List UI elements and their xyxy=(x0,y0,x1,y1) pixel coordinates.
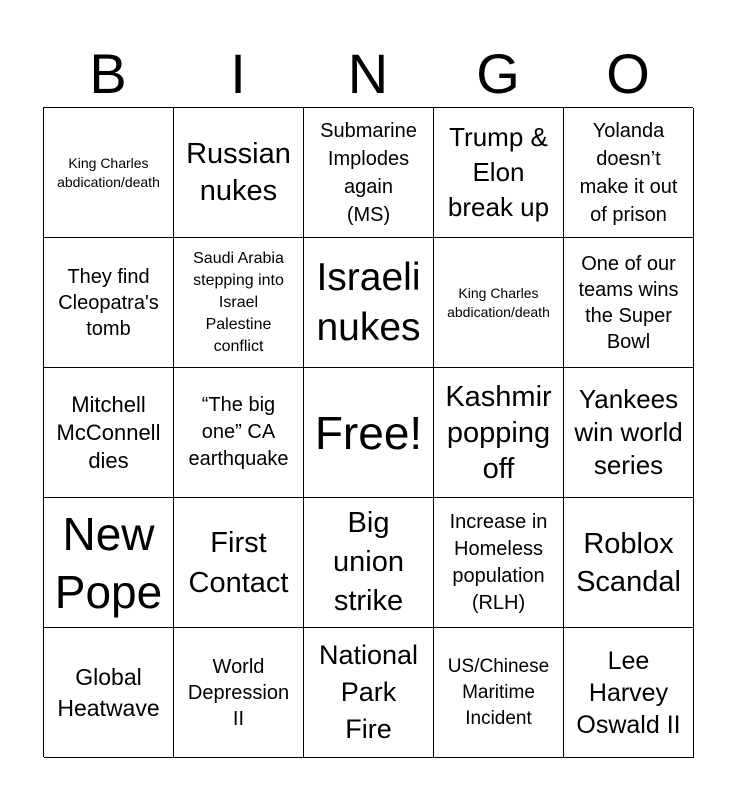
bingo-cell[interactable] xyxy=(304,108,434,238)
bingo-cell[interactable] xyxy=(174,368,304,498)
bingo-cell[interactable] xyxy=(304,628,434,758)
header-letter-i: I xyxy=(230,42,246,105)
bingo-cell[interactable] xyxy=(304,498,434,628)
bingo-cell[interactable] xyxy=(174,628,304,758)
cell-text: World Depression II xyxy=(187,655,290,730)
bingo-cell[interactable] xyxy=(434,368,564,498)
bingo-cell[interactable] xyxy=(44,628,174,758)
bingo-cell[interactable] xyxy=(564,238,694,368)
bingo-cell[interactable] xyxy=(174,238,304,368)
cell-text: Submarine Implodes again (MS) xyxy=(320,119,417,226)
cell-text: Global Heatwave xyxy=(57,663,160,721)
header-letter-o: O xyxy=(606,42,650,105)
cell-text: New Pope xyxy=(54,507,163,618)
bingo-cell[interactable] xyxy=(564,368,694,498)
cell-text: One of our teams wins the Super Bowl xyxy=(578,252,679,353)
cell-text: They find Cleopatra's tomb xyxy=(58,265,159,340)
bingo-cell[interactable] xyxy=(44,238,174,368)
cell-text: Israeli nukes xyxy=(316,255,421,349)
bingo-cell[interactable] xyxy=(564,108,694,238)
bingo-cell[interactable] xyxy=(434,498,564,628)
cell-text: King Charles abdication/death xyxy=(447,284,550,320)
cell-text: Mitchell McConnell dies xyxy=(56,391,161,473)
cell-text: Big union strike xyxy=(333,507,404,617)
header-letter-g: G xyxy=(476,42,520,105)
cell-text: King Charles abdication/death xyxy=(57,154,160,190)
cell-text: Yolanda doesn’t make it out of prison xyxy=(579,119,678,226)
bingo-cell[interactable] xyxy=(564,498,694,628)
bingo-cell[interactable] xyxy=(434,108,564,238)
bingo-cell[interactable] xyxy=(564,628,694,758)
cell-text: Free! xyxy=(314,406,423,459)
bingo-cell[interactable] xyxy=(44,108,174,238)
bingo-cell[interactable] xyxy=(434,628,564,758)
bingo-grid xyxy=(43,107,693,757)
cell-text: Yankees win world series xyxy=(574,384,683,480)
cell-text: First Contact xyxy=(188,526,289,599)
bingo-cell[interactable] xyxy=(174,498,304,628)
cell-text: National Park Fire xyxy=(318,640,419,744)
bingo-cell[interactable] xyxy=(44,368,174,498)
cell-text: Roblox Scandal xyxy=(576,527,681,598)
free-space[interactable] xyxy=(304,368,434,498)
cell-text: “The big one” CA earthquake xyxy=(188,394,289,470)
header-letter-b: B xyxy=(89,42,127,105)
cell-text: Russian nukes xyxy=(186,137,291,207)
header-letter-n: N xyxy=(347,42,389,105)
bingo-cell[interactable] xyxy=(434,238,564,368)
cell-text: Increase in Homeless population (RLH) xyxy=(449,510,548,614)
cell-text: Lee Harvey Oswald II xyxy=(576,646,681,739)
cell-text: US/Chinese Maritime Incident xyxy=(447,655,550,729)
bingo-cell[interactable] xyxy=(44,498,174,628)
cell-text: Trump & Elon break up xyxy=(447,122,550,222)
bingo-cell[interactable] xyxy=(304,238,434,368)
cell-text: Kashmir popping off xyxy=(445,380,552,485)
cell-text: Saudi Arabia stepping into Israel Palestine conflict xyxy=(193,249,284,355)
bingo-cell[interactable] xyxy=(174,108,304,238)
bingo-header xyxy=(43,40,693,108)
